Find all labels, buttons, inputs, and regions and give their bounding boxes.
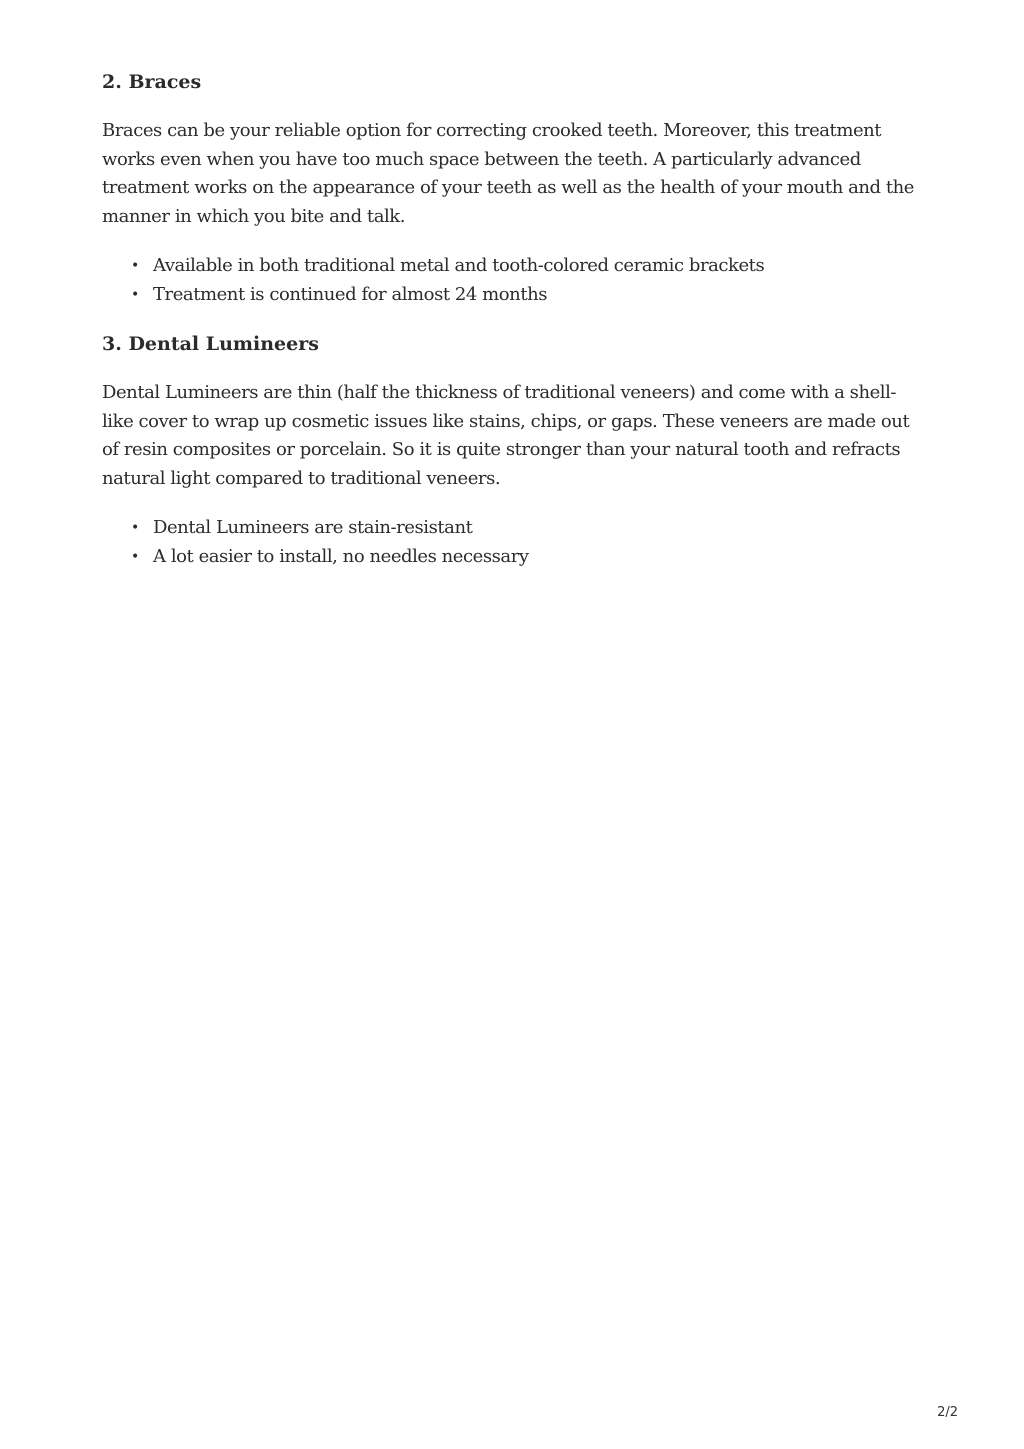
section-heading: 3. Dental Lumineers [102, 333, 319, 355]
section-paragraph: Dental Lumineers are thin (half the thickness of traditional veneers) and come with a shell-like cover to wrap up cosmetic issues like stains, chips, or gaps. These veneers are made out of resin composites or porcelain. So it is quite stronger than your natural tooth and refracts natural light compared to traditional veneers. [102, 382, 910, 489]
bullet-icon: • [131, 548, 139, 565]
list-item-text: A lot easier to install, no needles necessary [153, 545, 529, 567]
bullet-icon: • [131, 286, 139, 303]
list-item-text: Dental Lumineers are stain-resistant [153, 517, 473, 538]
bullet-list [102, 252, 922, 309]
list-item-text: Available in both traditional metal and tooth-colored ceramic brackets [153, 255, 765, 276]
section-braces [102, 68, 922, 309]
document-body [102, 68, 922, 592]
list-item-text: Treatment is continued for almost 24 months [153, 283, 548, 305]
section-paragraph: Braces can be your reliable option for correcting crooked teeth. Moreover, this treatment works even when you have too much space between the teeth. A particularly advanced treatment works on the appearance of your teeth as well as the health of your mouth and the manner in which you bite and talk. [102, 120, 915, 227]
bullet-icon: • [131, 258, 139, 274]
section-dental-lumineers [102, 330, 922, 571]
bullet-list [102, 514, 922, 571]
section-heading: 2. Braces [102, 71, 202, 93]
list-item [131, 281, 922, 310]
page-number: 2/2 [937, 1405, 958, 1420]
bullet-icon: • [131, 520, 139, 536]
list-item [131, 514, 922, 543]
list-item [131, 252, 922, 281]
list-item [131, 543, 922, 572]
